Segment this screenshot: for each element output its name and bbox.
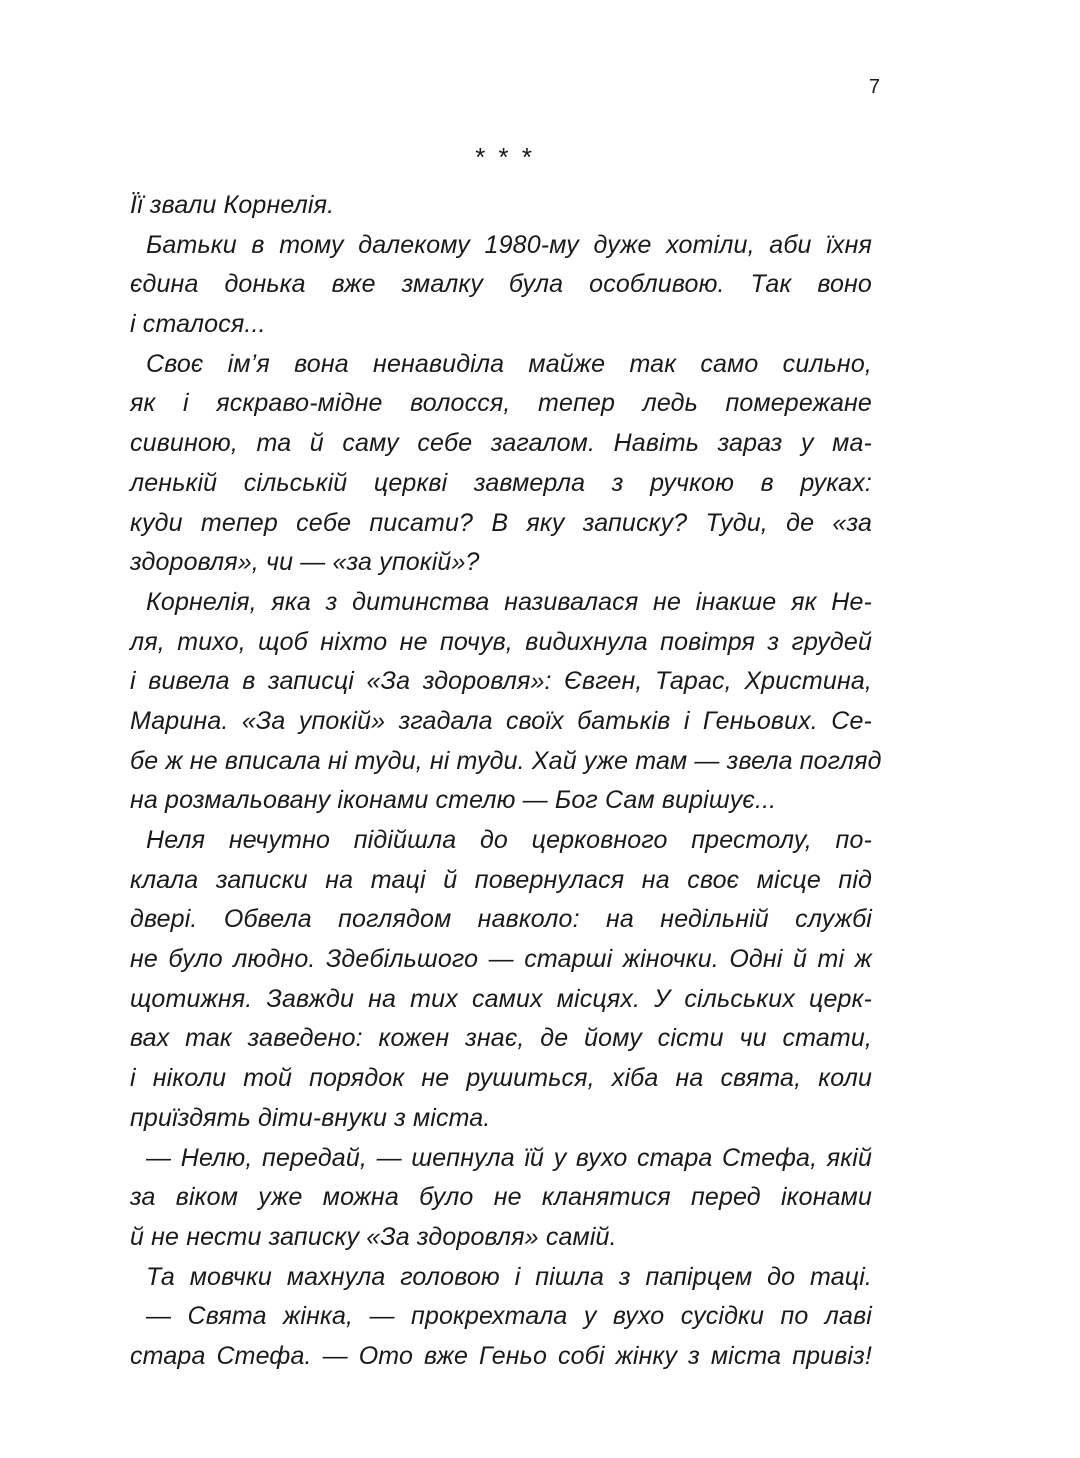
text-line: сивиною, та й саму себе загалом. Навіть зараз у ма- [130,429,872,458]
text-line: — Нелю, передай, — шепнула їй у вухо стара Стефа, якій [146,1143,872,1172]
text-body [130,186,882,1377]
text-line: приїздять діти-внуки з міста. [130,1103,491,1132]
text-line: Своє ім’я вона ненавиділа майже так само сильно, [146,349,872,378]
text-line: Та мовчки махнула головою і пішла з папірцем до таці. [146,1262,872,1291]
text-line: і вивела в записці «За здоровля»: Євген, Тарас, Христина, [130,667,872,696]
text-line: клала записки на таці й повернулася на своє місце під [130,865,872,894]
text-line: бе ж не вписала ні туди, ні туди. Хай уже там — звела погляд [130,746,882,775]
text-line: Неля нечутно підійшла до церковного престолу, по- [146,826,872,854]
text-line: не було людно. Здебільшого — старші жіночки. Одні й ті ж [130,945,872,974]
text-line: на розмальовану іконами стелю — Бог Сам вирішує... [130,786,777,815]
text-line: стара Стефа. — Ото вже Геньо собі жінку з міста привіз! [130,1341,872,1370]
text-line: ленькій сільській церкві завмерла з ручкою в руках: [130,468,872,497]
text-line: Марина. «За упокій» згадала своїх батьків і Геньових. Се- [130,706,872,735]
text-line: і ніколи той порядок не рушиться, хіба на свята, коли [130,1064,872,1093]
text-line: — Свята жінка, — прокрехтала у вухо сусідки по лаві [146,1302,872,1331]
text-line: за віком уже можна було не кланятися перед іконами [130,1183,872,1212]
page-number: 7 [868,76,880,98]
text-line: двері. Обвела поглядом навколо: на недільній службі [130,905,872,934]
text-line: здоровля», чи — «за упокій»? [130,548,480,577]
text-line: вах так заведено: кожен знає, де йому сісти чи стати, [130,1024,872,1053]
text-line: й не нести записку «За здоровля» самій. [130,1222,617,1251]
section-separator: * * * [474,142,534,172]
text-line: єдина донька вже змалку була особливою. Так воно [130,270,872,299]
text-line: щотижня. Завжди на тих самих місцях. У сільських церк- [130,984,872,1013]
text-line: куди тепер себе писати? В яку записку? Туди, де «за [130,508,872,537]
text-line: Корнелія, яка з дитинства називалася не інакше як Не- [146,587,872,616]
text-line: як і яскраво-мідне волосся, тепер ледь помережане [130,389,872,418]
text-line: Її звали Корнелія. [130,191,335,219]
text-line: Батьки в тому далекому 1980-му дуже хотіли, аби їхня [146,230,872,259]
text-line: і сталося... [130,310,266,339]
text-line: ля, тихо, щоб ніхто не почув, видихнула повітря з грудей [130,627,872,656]
